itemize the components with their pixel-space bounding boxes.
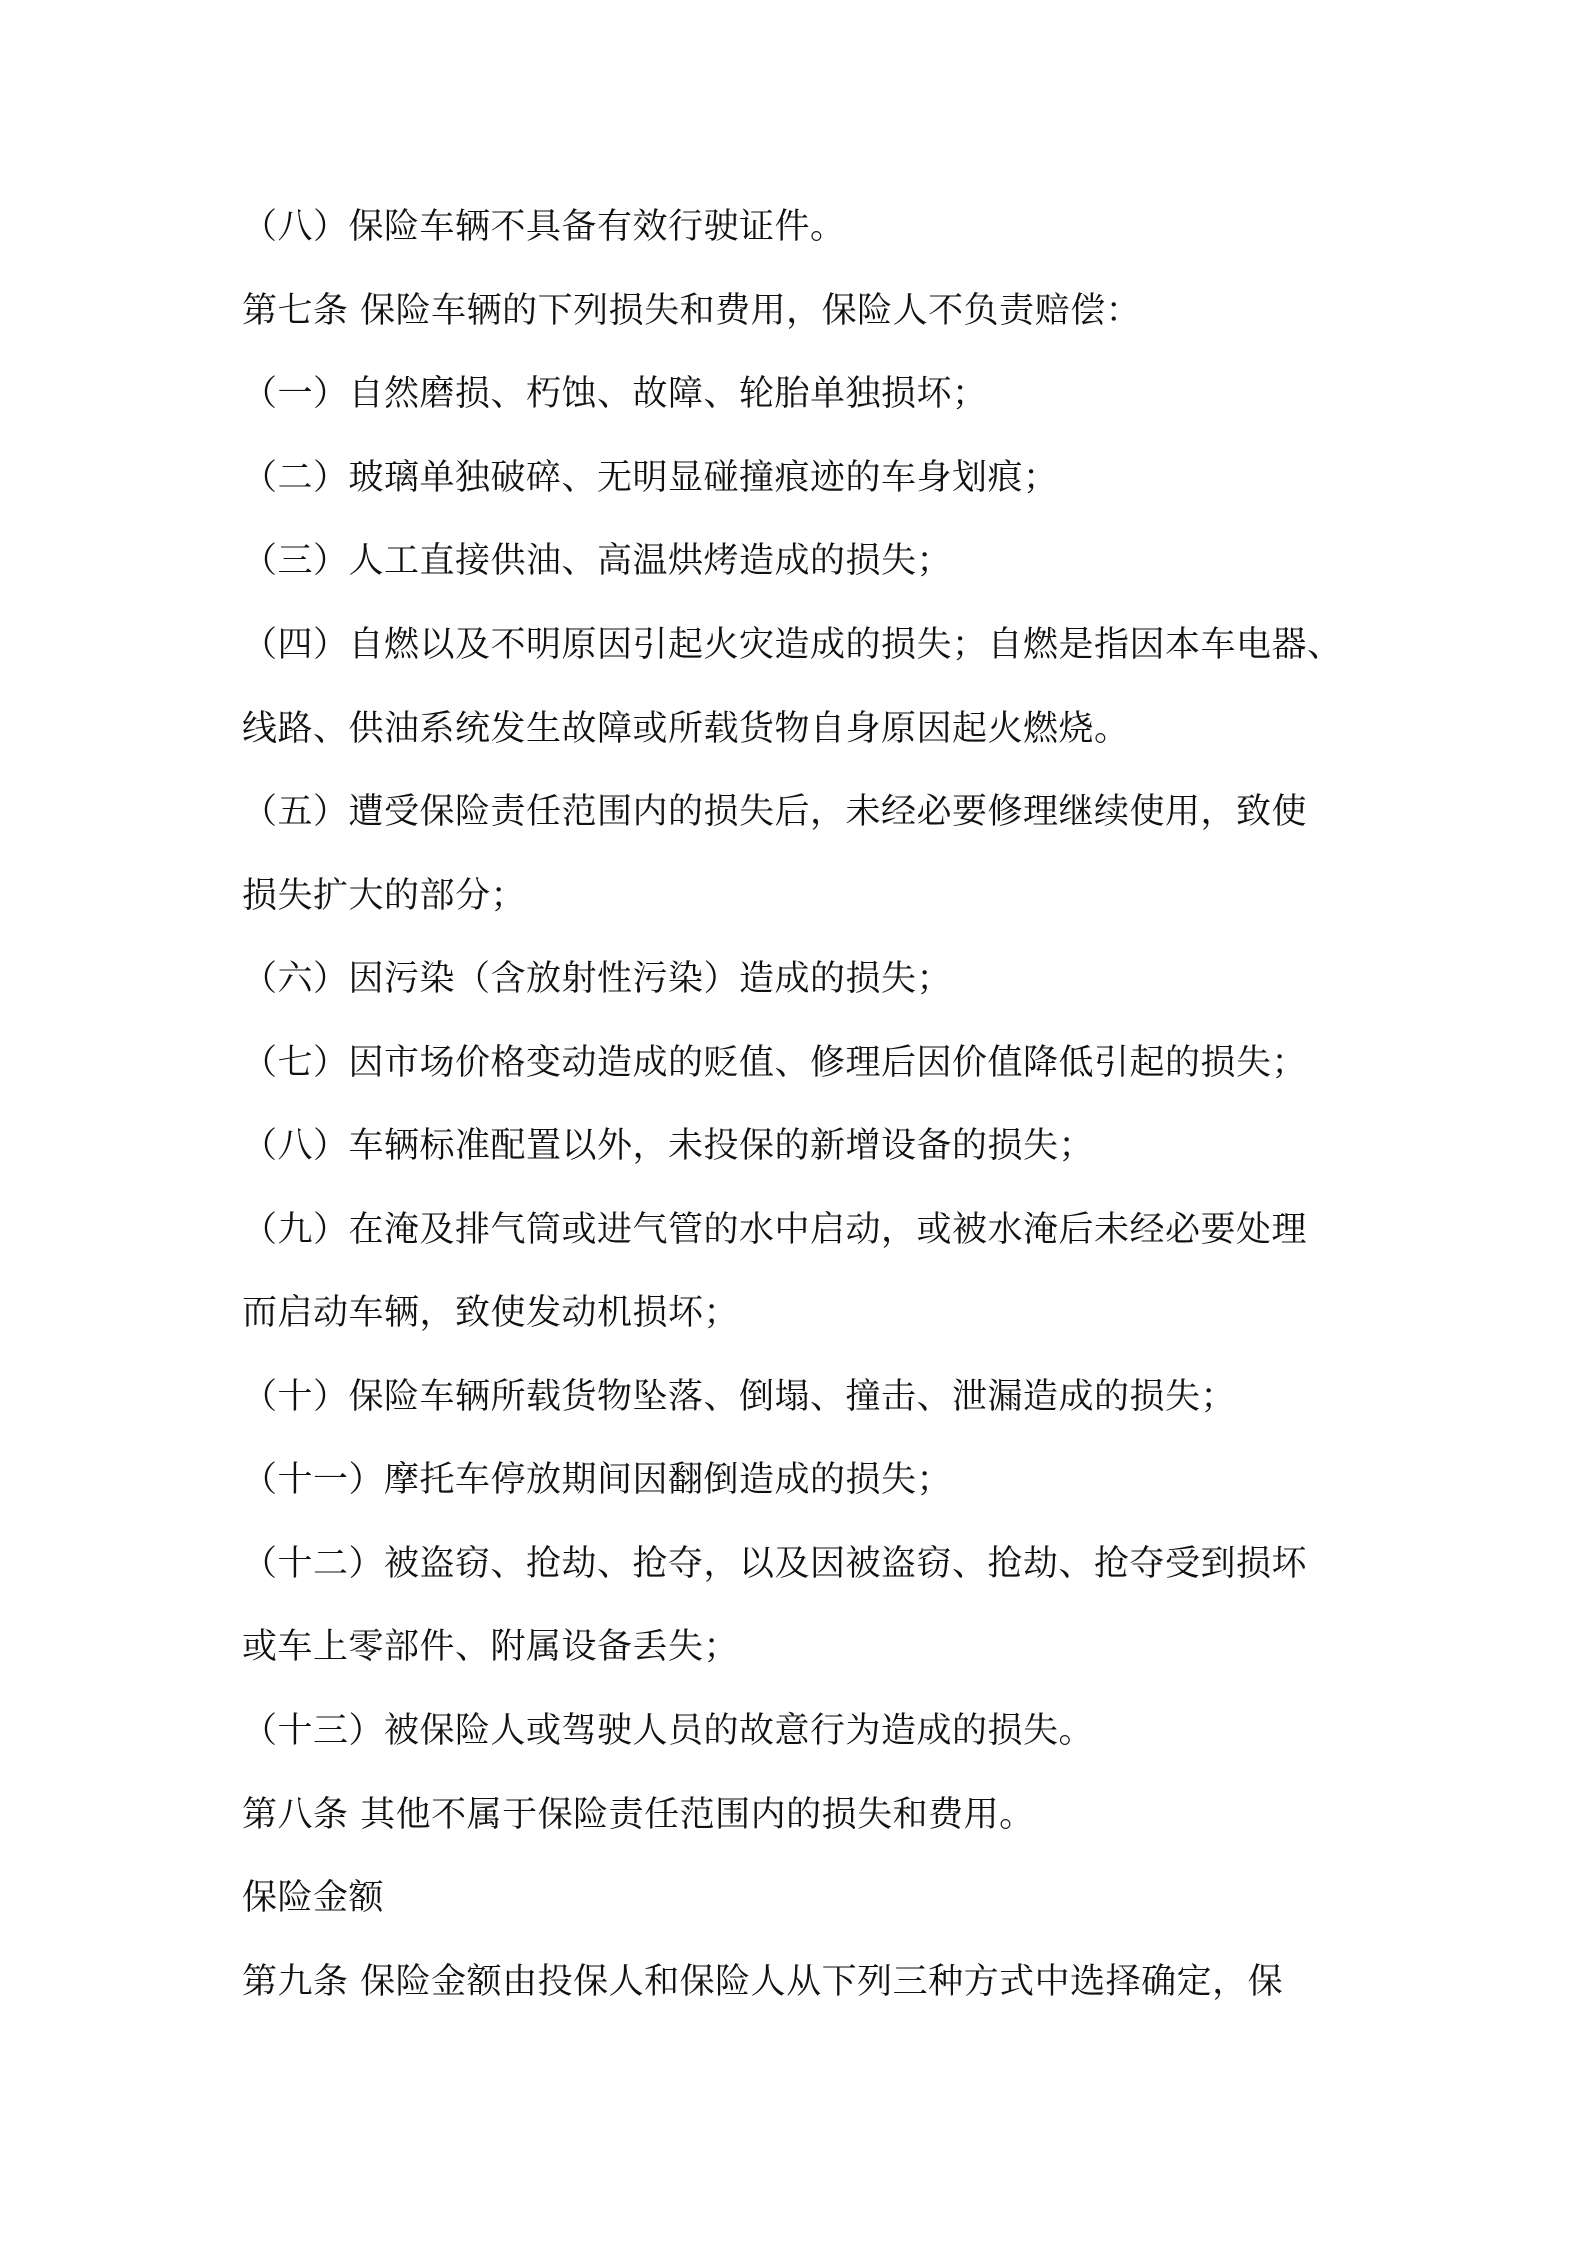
text-line: （十二）被盗窃、抢劫、抢夺，以及因被盗窃、抢劫、抢夺受到损坏: [242, 1544, 1308, 1584]
article-heading: 第八条 其他不属于保险责任范围内的损失和费用。: [242, 1795, 1035, 1835]
article-heading: 第九条 保险金额由投保人和保险人从下列三种方式中选择确定，保: [242, 1962, 1284, 2002]
text-line: （七）因市场价格变动造成的贬值、修理后因价值降低引起的损失；: [242, 1043, 1308, 1083]
text-line: （二）玻璃单独破碎、无明显碰撞痕迹的车身划痕；: [242, 458, 1059, 498]
text-line: （一）自然磨损、朽蚀、故障、轮胎单独损坏；: [242, 374, 988, 414]
text-line: （十三）被保险人或驾驶人员的故意行为造成的损失。: [242, 1711, 1095, 1751]
text-line: （十）保险车辆所载货物坠落、倒塌、撞击、泄漏造成的损失；: [242, 1377, 1237, 1417]
text-line: （四）自燃以及不明原因引起火灾造成的损失；自燃是指因本车电器、: [242, 625, 1343, 665]
text-line: （六）因污染（含放射性污染）造成的损失；: [242, 959, 953, 999]
text-line: （五）遭受保险责任范围内的损失后，未经必要修理继续使用，致使: [242, 792, 1308, 832]
article-heading: 第七条 保险车辆的下列损失和费用，保险人不负责赔偿：: [242, 291, 1142, 331]
text-line: （十一）摩托车停放期间因翻倒造成的损失；: [242, 1460, 953, 1500]
text-line: （八）保险车辆不具备有效行驶证件。: [242, 207, 846, 247]
text-line: （九）在淹及排气筒或进气管的水中启动，或被水淹后未经必要处理: [242, 1210, 1308, 1250]
text-line: （八）车辆标准配置以外，未投保的新增设备的损失；: [242, 1126, 1095, 1166]
text-line: 损失扩大的部分；: [242, 876, 527, 916]
text-line: 而启动车辆，致使发动机损坏；: [242, 1293, 740, 1333]
text-line: （三）人工直接供油、高温烘烤造成的损失；: [242, 541, 953, 581]
section-heading: 保险金额: [242, 1878, 385, 1918]
text-line: 或车上零部件、附属设备丢失；: [242, 1627, 740, 1667]
text-line: 线路、供油系统发生故障或所载货物自身原因起火燃烧。: [242, 709, 1130, 749]
